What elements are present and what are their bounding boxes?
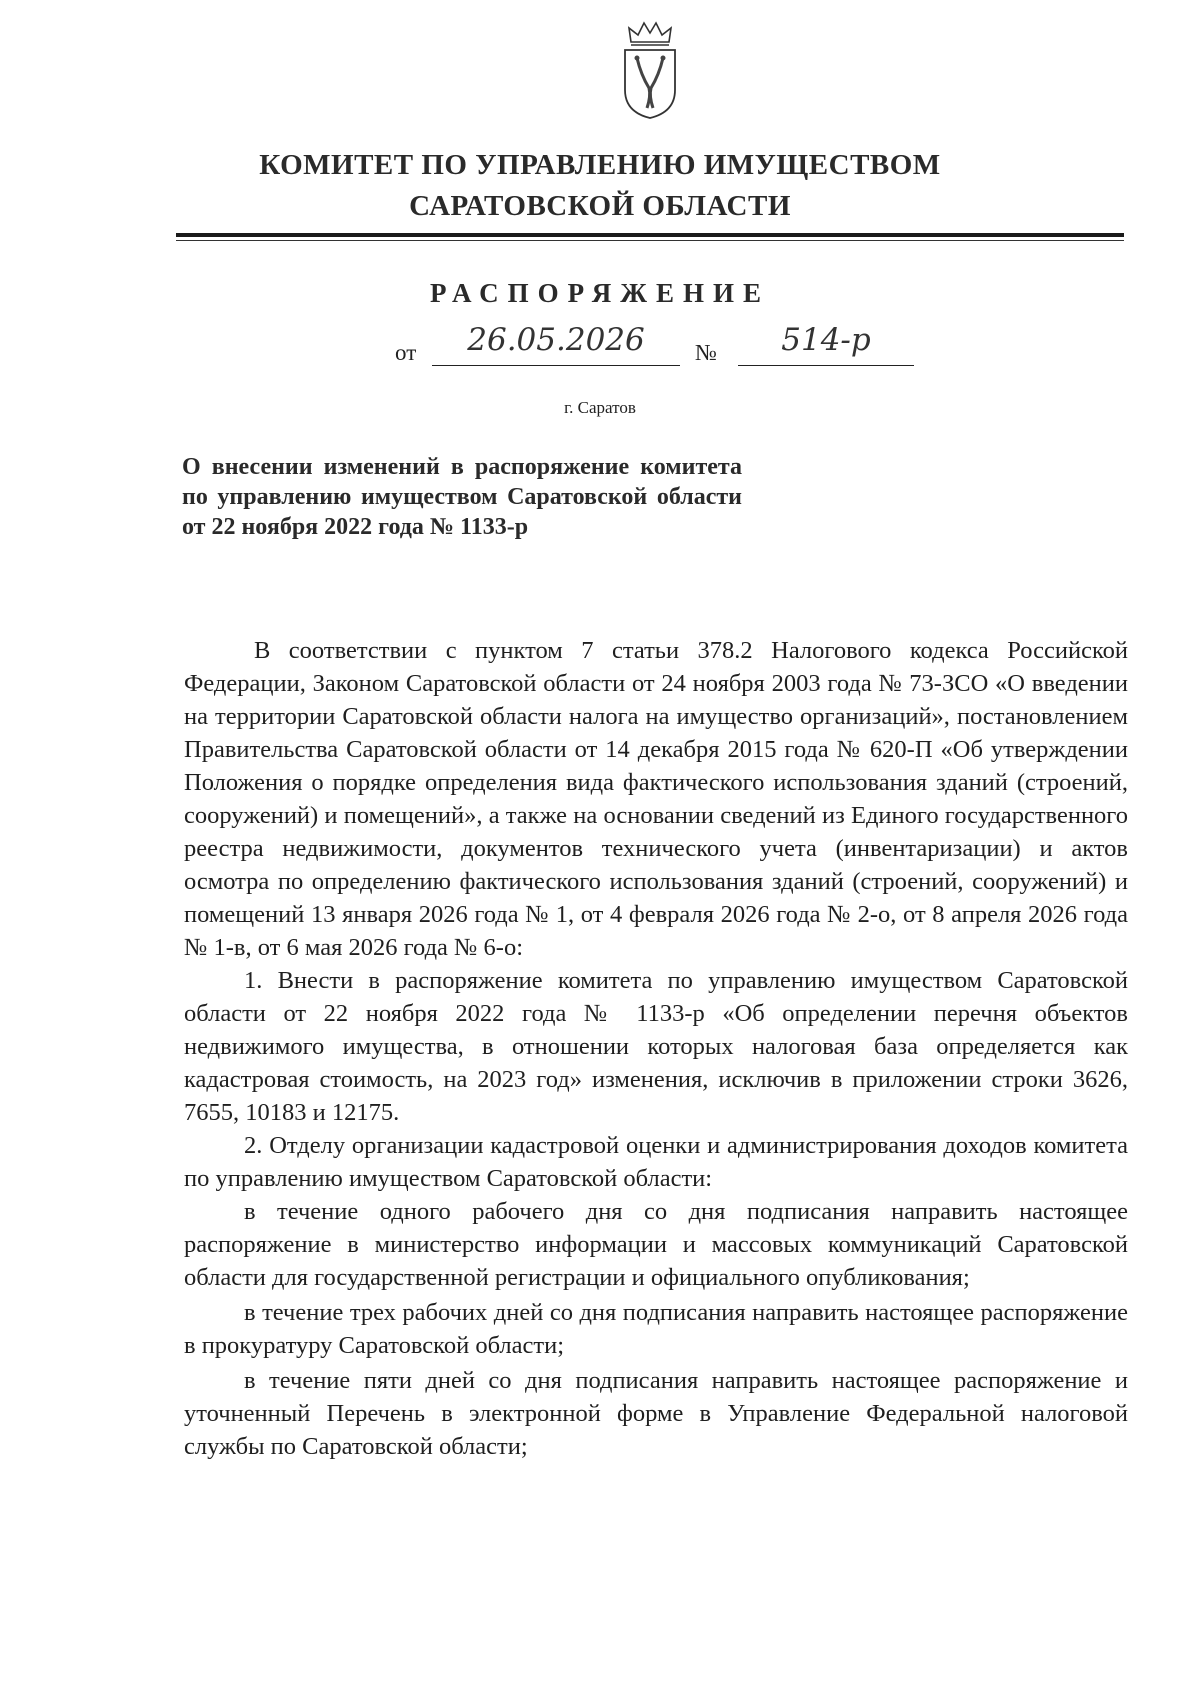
date-label: от (395, 340, 417, 365)
date-underline (432, 365, 680, 366)
clause-2-item-paragraph: в течение одного рабочего дня со дня подписания направить настоящее распоряжение в министерство информации и массовых коммуникаций Саратовской области для государственной регистрации и официального опубликования; (184, 1198, 1128, 1291)
header-divider-thick (176, 233, 1124, 237)
clause-2-paragraph: 2. Отделу организации кадастровой оценки и администрирования доходов комитета по управлению имуществом Саратовской области: (184, 1132, 1128, 1192)
document-body (184, 634, 1128, 1463)
number-underline (738, 365, 914, 366)
clause-2-item-paragraph: в течение трех рабочих дней со дня подписания направить настоящее распоряжение в прокуратуру Саратовской области; (184, 1299, 1128, 1359)
document-subject: О внесении изменений в распоряжение комитета по управлению имуществом Саратовской области от 22 ноября 2022 года № 1133-р (182, 454, 742, 540)
organization-name-line-2: САРАТОВСКОЙ ОБЛАСТИ (409, 190, 791, 222)
document-date: 26.05.2026 (467, 322, 645, 358)
header-divider-thin (176, 240, 1124, 241)
document-type-title: РАСПОРЯЖЕНИЕ (429, 278, 771, 308)
clause-1-paragraph: 1. Внести в распоряжение комитета по управлению имуществом Саратовской области от 22 ноября 2022 года № 1133-р «Об определении перечня объектов недвижимого имущества, в отношении которых налоговая база определяется как кадастровая стоимость, на 2023 год» изменения, исключив в приложении строки 3626, 7655, 10183 и 12175. (184, 967, 1128, 1126)
coat-of-arms-icon (615, 20, 685, 120)
document-number: 514-р (781, 322, 871, 358)
organization-name-line-1: КОМИТЕТ ПО УПРАВЛЕНИЮ ИМУЩЕСТВОМ (259, 149, 941, 181)
clause-2-item-paragraph: в течение пяти дней со дня подписания направить настоящее распоряжение и уточненный Перечень в электронной форме в Управление Федеральной налоговой службы по Саратовской области; (184, 1367, 1128, 1460)
number-label: № (695, 340, 717, 365)
preamble-paragraph: В соответствии с пунктом 7 статьи 378.2 Налогового кодекса Российской Федерации, Законом Саратовской области от 24 ноября 2003 года № 73-ЗСО «О введении на территории Саратовской области налога на имущество организаций», постановлением Правительства Саратовской области от 14 декабря 2015 года № 620-П «Об утверждении Положения о порядке определения вида фактического использования зданий (строений, сооружений) и помещений», а также на основании сведений из Единого государственного реестра недвижимости, документов технического учета (инвентаризации) и актов осмотра по определению фактического использования зданий (строений, сооружений) и помещений 13 января 2026 года № 1, от 4 февраля 2026 года № 2-о, от 8 апреля 2026 года № 1-в, от 6 мая 2026 года № 6-о: (184, 637, 1128, 961)
city-line: г. Саратов (564, 398, 636, 417)
